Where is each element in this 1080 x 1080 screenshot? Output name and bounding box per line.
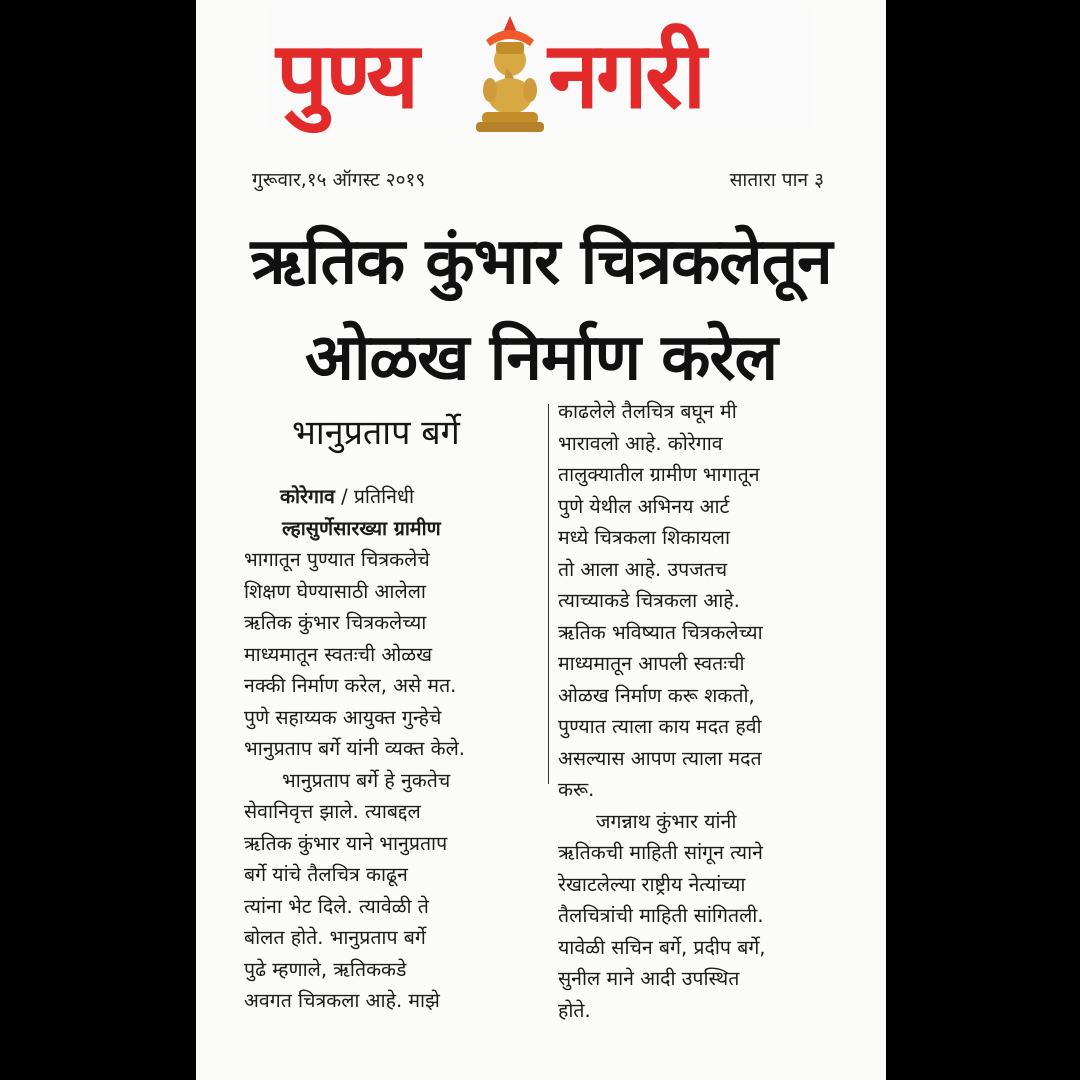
article-line: भागातून पुण्यात चित्रकलेचे xyxy=(244,548,430,571)
article-line: यावेळी सचिन बर्गे, प्रदीप बर्गे, xyxy=(558,935,766,959)
dateline-line xyxy=(244,481,544,513)
article-line: ऋतिक भविष्यात चित्रकलेच्या xyxy=(558,620,763,644)
article-line: ओळख निर्माण करू शकतो, xyxy=(558,683,755,707)
column-divider xyxy=(548,404,549,784)
brand-name-left: पुण्य xyxy=(276,22,417,129)
article-line: पुणे येथील अभिनय आर्ट xyxy=(558,494,730,518)
article-line: असल्यास आपण त्याला मदत xyxy=(558,746,762,770)
article-line: ऋतिक कुंभार चित्रकलेच्या xyxy=(244,611,427,634)
article-line: तालुक्यातील ग्रामीण भागातून xyxy=(558,463,760,486)
page-info: सातारा पान ३ xyxy=(729,169,824,191)
article-column-right xyxy=(558,396,858,1026)
article-line: माध्यमातून आपली स्वतःची xyxy=(558,652,745,675)
article-line: तो आला आहे. उपजतच xyxy=(558,557,728,581)
article-line: त्यांना भेट दिले. त्यावेळी ते xyxy=(244,894,429,918)
article-line: नक्की निर्माण करेल, असे मत. xyxy=(244,674,457,697)
headline-line-2: ओळख निर्माण करेल xyxy=(305,321,777,395)
article-line: भारावलो आहे. कोरेगाव xyxy=(558,431,723,455)
article-line: पुणे सहाय्यक आयुक्त गुन्हेचे xyxy=(244,705,442,729)
article-line: माध्यमातून स्वतःची ओळख xyxy=(244,642,433,666)
ganesha-emblem-icon xyxy=(472,16,548,134)
headline-line-1: ऋतिक कुंभार चित्रकलेतून xyxy=(250,225,832,299)
article-line: सेवानिवृत्त झाले. त्याबद्दल xyxy=(244,800,421,823)
article-line: पुण्यात त्याला काय मदत हवी xyxy=(558,715,762,738)
article-line: बर्गे यांचे तैलचित्र काढून xyxy=(244,863,408,886)
article-line: पुढे म्हणाले, ऋतिककडे xyxy=(244,957,407,981)
article-line: करू. xyxy=(558,778,595,801)
article-column-left xyxy=(244,481,544,1017)
article-line: त्याच्याकडे चित्रकला आहे. xyxy=(558,589,740,612)
newspaper-clipping xyxy=(196,0,886,1080)
article-line: जगन्नाथ कुंभार यांनी xyxy=(596,809,737,833)
article-line: ऋतिकची माहिती सांगून त्याने xyxy=(558,841,763,864)
article-line: अवगत चित्रकला आहे. माझे xyxy=(244,989,440,1012)
brand-name-right: नगरी xyxy=(548,22,704,129)
article-line: भानुप्रताप बर्गे हे नुकतेच xyxy=(282,768,451,792)
masthead xyxy=(266,6,811,134)
article-line: बोलत होते. भानुप्रताप बर्गे xyxy=(244,926,426,949)
article-line: होते. xyxy=(558,998,591,1022)
article-line: ऋतिक कुंभार याने भानुप्रताप xyxy=(244,831,448,855)
article-line: शिक्षण घेण्यासाठी आलेला xyxy=(244,579,426,603)
article-line: मध्ये चित्रकला शिकायला xyxy=(558,526,731,549)
byline: भानुप्रताप बर्गे xyxy=(292,413,460,453)
article-line: तैलचित्रांची माहिती सांगितली. xyxy=(558,904,764,927)
dateline-reporter: / प्रतिनिधी xyxy=(334,485,415,508)
article-line: रेखाटलेल्या राष्ट्रीय नेत्यांच्या xyxy=(558,872,746,896)
article-line: ल्हासुर्णेसारख्या ग्रामीण xyxy=(282,516,441,540)
dateline-place: कोरेगाव xyxy=(280,485,335,508)
issue-date: गुरूवार,१५ ऑगस्ट २०१९ xyxy=(252,169,426,191)
article-line: काढलेले तैलचित्र बघून मी xyxy=(558,400,737,423)
article-line: सुनील माने आदी उपस्थित xyxy=(558,967,740,990)
article-line: भानुप्रताप बर्गे यांनी व्यक्त केले. xyxy=(244,737,466,760)
